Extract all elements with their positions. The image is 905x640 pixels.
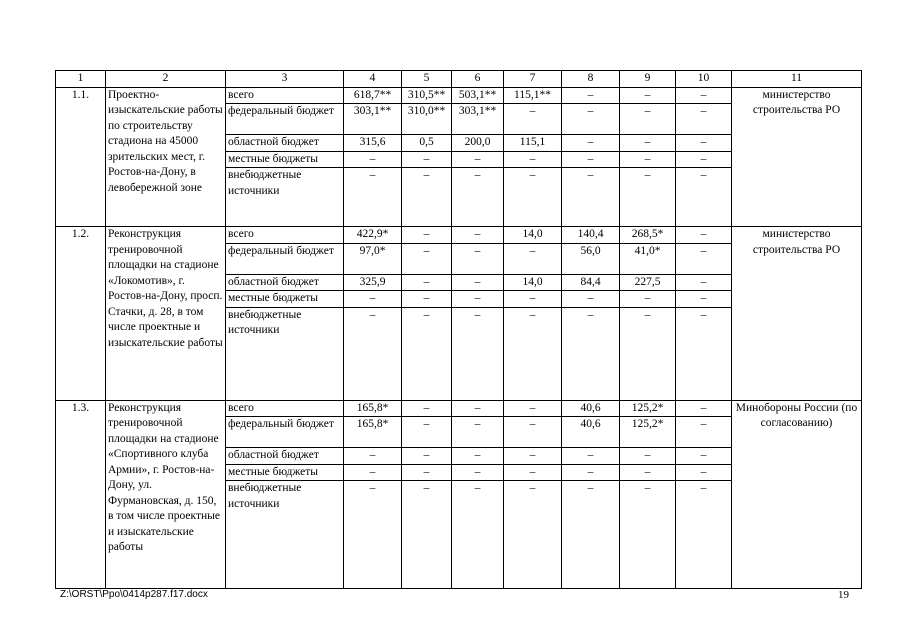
value-cell: – [504,400,562,417]
value-cell: 115,1** [504,87,562,104]
value-cell: – [452,307,504,400]
value-cell: – [452,417,504,448]
value-cell: – [504,464,562,481]
document-path: Z:\ORST\Ppo\0414p287.f17.docx [60,589,208,600]
header-cell: 7 [504,71,562,88]
value-cell: – [620,104,676,135]
value-cell: – [344,481,402,589]
value-cell: – [620,291,676,308]
value-cell: 97,0* [344,243,402,274]
value-cell: 125,2* [620,400,676,417]
funding-source: федеральный бюджет [226,417,344,448]
funding-source: федеральный бюджет [226,243,344,274]
value-cell: – [452,227,504,244]
value-cell: – [620,168,676,227]
value-cell: 165,8* [344,400,402,417]
funding-source: областной бюджет [226,274,344,291]
value-cell: – [562,481,620,589]
value-cell: – [620,481,676,589]
program-table [55,70,862,589]
value-cell: – [344,448,402,465]
funding-source: внебюджетные источники [226,481,344,589]
value-cell: – [504,104,562,135]
value-cell: – [452,151,504,168]
value-cell: – [344,151,402,168]
table-row [56,400,862,417]
value-cell: – [452,274,504,291]
value-cell: – [562,104,620,135]
value-cell: 165,8* [344,417,402,448]
header-cell: 8 [562,71,620,88]
funding-source: всего [226,400,344,417]
value-cell: 84,4 [562,274,620,291]
value-cell: – [402,400,452,417]
funding-source: местные бюджеты [226,151,344,168]
value-cell: 315,6 [344,135,402,152]
value-cell: – [402,307,452,400]
value-cell: 325,9 [344,274,402,291]
value-cell: – [452,448,504,465]
value-cell: 14,0 [504,274,562,291]
value-cell: 125,2* [620,417,676,448]
value-cell: – [676,464,732,481]
value-cell: – [402,151,452,168]
value-cell: – [562,87,620,104]
executor: Минобороны России (по согласованию) [732,400,862,589]
value-cell: – [676,135,732,152]
value-cell: – [504,417,562,448]
value-cell: – [504,481,562,589]
value-cell: 618,7** [344,87,402,104]
value-cell: 268,5* [620,227,676,244]
value-cell: 40,6 [562,400,620,417]
value-cell: 310,5** [402,87,452,104]
value-cell: – [452,291,504,308]
row-number: 1.2. [56,227,106,401]
header-cell: 2 [106,71,226,88]
value-cell: 422,9* [344,227,402,244]
value-cell: – [402,448,452,465]
value-cell: – [402,168,452,227]
value-cell: – [562,151,620,168]
value-cell: – [676,417,732,448]
funding-source: всего [226,227,344,244]
activity-name: Реконструкция тренировочной площадки на стадионе «Спортивного клуба Армии», г. Ростов-на-Дону, ул. Фурмановская, д. 150, в том числе проектные и изыскательские работы [106,400,226,589]
value-cell: 227,5 [620,274,676,291]
value-cell: – [402,227,452,244]
table-row [56,227,862,244]
value-cell: – [452,481,504,589]
value-cell: 0,5 [402,135,452,152]
value-cell: – [620,448,676,465]
funding-source: местные бюджеты [226,291,344,308]
value-cell: – [344,168,402,227]
header-cell: 11 [732,71,862,88]
value-cell: – [562,291,620,308]
row-number: 1.1. [56,87,106,227]
funding-source: областной бюджет [226,135,344,152]
value-cell: – [562,464,620,481]
value-cell: 115,1 [504,135,562,152]
value-cell: – [676,291,732,308]
value-cell: – [344,291,402,308]
value-cell: – [344,307,402,400]
value-cell: – [504,307,562,400]
value-cell: – [402,481,452,589]
row-number: 1.3. [56,400,106,589]
value-cell: – [504,448,562,465]
value-cell: – [676,104,732,135]
page-number: 19 [838,589,849,601]
funding-source: федеральный бюджет [226,104,344,135]
value-cell: – [562,168,620,227]
value-cell: 140,4 [562,227,620,244]
value-cell: – [402,291,452,308]
value-cell: – [620,151,676,168]
value-cell: – [676,87,732,104]
value-cell: – [676,307,732,400]
value-cell: 14,0 [504,227,562,244]
header-cell: 4 [344,71,402,88]
value-cell: – [402,464,452,481]
value-cell: – [562,448,620,465]
value-cell: 41,0* [620,243,676,274]
header-cell: 3 [226,71,344,88]
value-cell: – [562,307,620,400]
activity-name: Проектно-изыскательские работы по строительству стадиона на 45000 зрительских мест, г. Ростов-на-Дону, в левобережной зоне [106,87,226,227]
value-cell: 200,0 [452,135,504,152]
value-cell: – [676,400,732,417]
executor: министерство строительства РО [732,227,862,401]
value-cell: – [676,243,732,274]
value-cell: – [402,274,452,291]
value-cell: – [676,151,732,168]
header-cell: 1 [56,71,106,88]
value-cell: – [620,307,676,400]
header-cell: 10 [676,71,732,88]
value-cell: – [504,291,562,308]
funding-source: местные бюджеты [226,464,344,481]
value-cell: 40,6 [562,417,620,448]
table-row [56,87,862,104]
executor: министерство строительства РО [732,87,862,227]
value-cell: – [504,151,562,168]
value-cell: – [676,227,732,244]
header-cell: 5 [402,71,452,88]
value-cell: 303,1** [344,104,402,135]
value-cell: 310,0** [402,104,452,135]
value-cell: – [402,417,452,448]
value-cell: – [676,168,732,227]
funding-source: областной бюджет [226,448,344,465]
header-cell: 6 [452,71,504,88]
value-cell: – [676,448,732,465]
funding-source: внебюджетные источники [226,307,344,400]
value-cell: – [402,243,452,274]
activity-name: Реконструкция тренировочной площадки на стадионе «Локомотив», г. Ростов-на-Дону, просп. Стачки, д. 28, в том числе проектные и изыскательские работы [106,227,226,401]
header-cell: 9 [620,71,676,88]
value-cell: – [620,135,676,152]
value-cell: 303,1** [452,104,504,135]
value-cell: – [562,135,620,152]
value-cell: 56,0 [562,243,620,274]
header-row [56,71,862,88]
value-cell: – [452,168,504,227]
value-cell: – [504,243,562,274]
value-cell: – [452,400,504,417]
value-cell: – [676,481,732,589]
value-cell: – [452,243,504,274]
value-cell: – [344,464,402,481]
funding-source: внебюджетные источники [226,168,344,227]
value-cell: 503,1** [452,87,504,104]
value-cell: – [620,464,676,481]
value-cell: – [620,87,676,104]
value-cell: – [452,464,504,481]
funding-source: всего [226,87,344,104]
value-cell: – [676,274,732,291]
value-cell: – [504,168,562,227]
